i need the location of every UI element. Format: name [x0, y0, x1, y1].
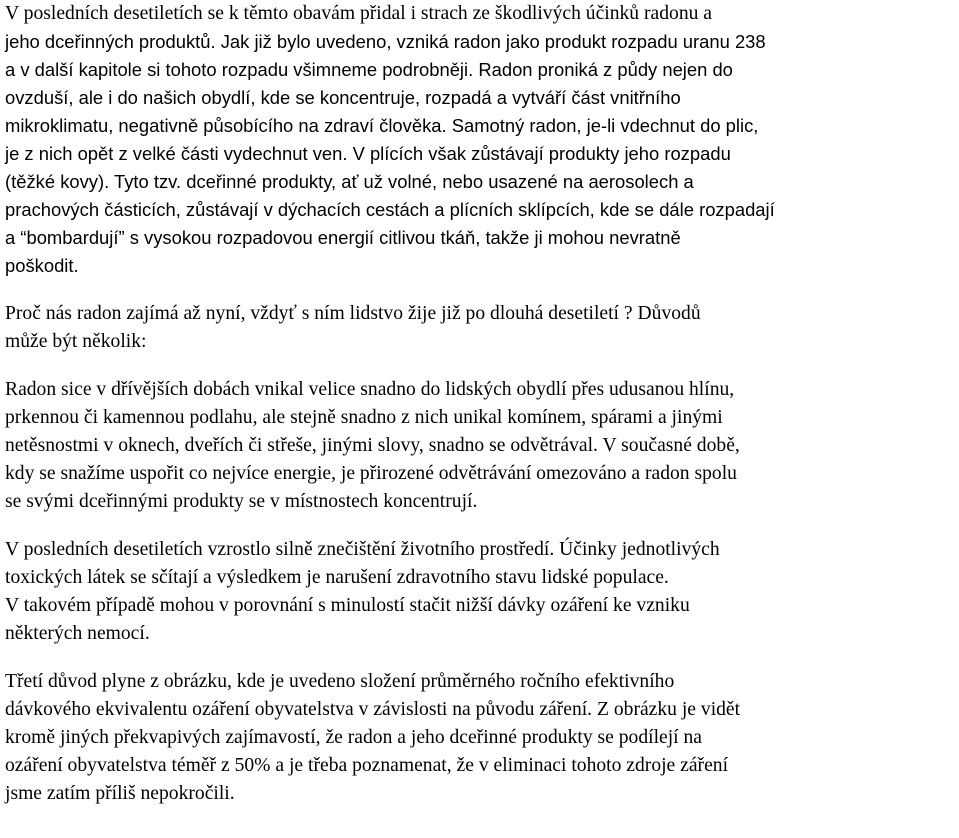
text-segment: V posledních desetiletích se k těmto obavám přidal i strach ze škodlivých účinků radonu a: [5, 3, 713, 24]
text-segment: poškodit.: [5, 255, 79, 276]
text-segment: kdy se snažíme uspořit co nejvíce energie, je přirozené odvětrávání omezováno a radon spolu: [5, 463, 737, 484]
paragraph-gap: [5, 356, 955, 376]
text-line: [5, 724, 955, 752]
text-segment: Třetí důvod plyne z obrázku, kde je uvedeno složení průměrného ročního efektivního: [5, 671, 675, 692]
text-line: [5, 252, 955, 280]
text-segment: se svými dceřinnými produkty se v místnostech koncentrují.: [5, 491, 478, 512]
text-line: [5, 196, 955, 224]
text-segment: dávkového ekvivalentu ozáření obyvatelstva v závislosti na původu záření. Z obrázku je vidět: [5, 699, 741, 720]
text-segment: mikroklimatu, negativně působícího na zdraví člověka. Samotný radon, je-li vdechnut do plic,: [5, 115, 759, 136]
text-segment: toxických látek se sčítají a výsledkem je narušení zdravotního stavu lidské populace.: [5, 567, 669, 588]
paragraph: [5, 300, 955, 356]
paragraph-gap: [5, 516, 955, 536]
paragraph: [5, 0, 955, 280]
text-segment: ozáření obyvatelstva téměř z 50% a je třeba poznamenat, že v eliminaci tohoto zdroje záření: [5, 755, 729, 776]
text-line: [5, 376, 955, 404]
text-line: [5, 112, 955, 140]
paragraph: [5, 376, 955, 516]
text-line: [5, 28, 955, 56]
text-segment: je z nich opět z velké části vydechnut ven. V plících však zůstávají produkty jeho rozpadu: [5, 143, 731, 164]
text-segment: prachových částicích, zůstávají v dýchacích cestách a plícních sklípcích, kde se dále rozpadají: [5, 199, 775, 220]
text-line: [5, 696, 955, 724]
text-segment: Radon sice v dřívějších dobách vnikal velice snadno do lidských obydlí přes udusanou hlínu,: [5, 379, 735, 400]
text-segment: V posledních desetiletích vzrostlo silně znečištění životního prostředí. Účinky jednotlivých: [5, 539, 720, 560]
text-segment: kromě jiných překvapivých zajímavostí, že radon a jeho dceřinné produkty se podílejí na: [5, 727, 702, 748]
text-segment: Proč nás radon zajímá až nyní, vždyť s ním lidstvo žije již po dlouhá desetiletí ? Důvodů: [5, 303, 701, 324]
text-segment: některých nemocí.: [5, 623, 150, 644]
text-segment: ovzduší, ale i do našich obydlí, kde se koncentruje, rozpadá a vytváří část vnitřního: [5, 87, 681, 108]
text-segment: jsme zatím příliš nepokročili.: [5, 783, 235, 804]
text-segment: jeho dceřinných produktů. Jak již bylo uvedeno, vzniká radon jako produkt rozpadu uranu 238: [5, 31, 766, 52]
paragraph-gap: [5, 280, 955, 300]
text-line: [5, 300, 955, 328]
text-segment: V takovém případě mohou v porovnání s minulostí stačit nižší dávky ozáření ke vzniku: [5, 595, 690, 616]
text-line: [5, 140, 955, 168]
text-line: [5, 536, 955, 564]
text-line: [5, 432, 955, 460]
text-line: [5, 404, 955, 432]
text-segment: a v další kapitole si tohoto rozpadu všimneme podrobněji.: [5, 59, 479, 80]
text-line: [5, 620, 955, 648]
text-line: [5, 780, 955, 808]
text-line: [5, 592, 955, 620]
paragraph-gap: [5, 648, 955, 668]
text-segment: může být několik:: [5, 331, 147, 352]
text-segment: (těžké kovy). Tyto tzv. dceřinné produkty, ať už volné, nebo usazené na aerosolech a: [5, 171, 694, 192]
text-line: [5, 0, 955, 28]
text-line: [5, 56, 955, 84]
text-line: [5, 224, 955, 252]
text-line: [5, 668, 955, 696]
paragraph: [5, 536, 955, 648]
text-line: [5, 328, 955, 356]
text-line: [5, 460, 955, 488]
text-line: [5, 488, 955, 516]
text-line: [5, 168, 955, 196]
text-line: [5, 564, 955, 592]
text-segment: a “bombardují” s vysokou rozpadovou energií citlivou tkáň, takže ji mohou nevratně: [5, 227, 681, 248]
text-line: [5, 752, 955, 780]
text-segment: netěsnostmi v oknech, dveřích či střeše, jinými slovy, snadno se odvětrával. V současné době,: [5, 435, 740, 456]
text-segment: Radon proniká z půdy nejen do: [478, 59, 733, 80]
text-line: [5, 84, 955, 112]
paragraph: [5, 668, 955, 808]
document-page: [5, 0, 955, 808]
text-segment: prkennou či kamennou podlahu, ale stejně snadno z nich unikal komínem, spárami a jinými: [5, 407, 723, 428]
